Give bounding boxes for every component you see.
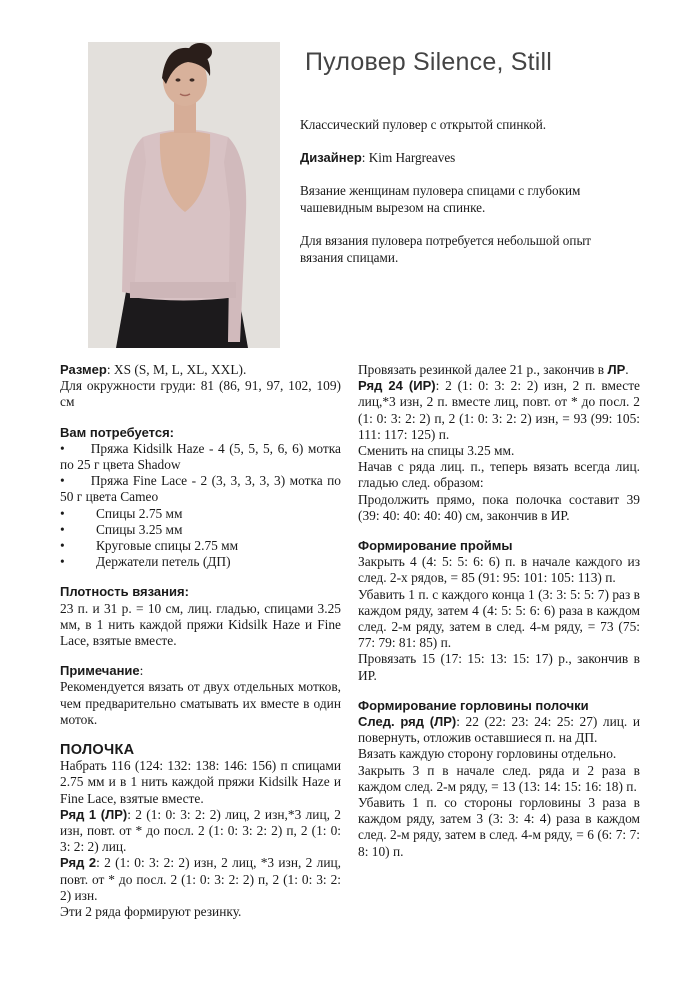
materials-item — [60, 506, 341, 522]
materials-item-text: Круговые спицы 2.75 мм — [96, 538, 239, 554]
materials-item — [60, 441, 341, 473]
neck-row-line — [358, 714, 640, 746]
stockinette-start: Начав с ряда лиц. п., теперь вязать всегда лиц. гладью след. образом: — [358, 459, 640, 491]
intro-technique: Вязание женщинам пуловера спицами с глубоким чашевидным вырезом на спинке. — [300, 183, 581, 215]
armhole-step-2: Убавить 1 п. с каждого конца 1 (3: 3: 5: 5: 7) раз в каждом ряду, затем 4 (4: 5: 5: 6: 6) раза в каждом след. 2-м ряду, затем в след. 4-м ряду, = 73 (75: 77: 79: 81: 85) п. — [358, 586, 640, 651]
intro-experience: Для вязания пуловера потребуется небольшой опыт вязания спицами. — [300, 233, 592, 265]
row1-text: : 2 (1: 0: 3: 2: 2) лиц, 2 изн,*3 лиц, 2 изн, повт. от * до посл. 2 (1: 0: 3: 2: 2) п, 2 (1: 0: 3: 2: 2) лиц. — [60, 806, 341, 855]
row2-label: Ряд 2 — [60, 855, 97, 871]
row2-line — [60, 855, 341, 904]
sweater-photo — [88, 42, 280, 348]
designer-line — [300, 149, 630, 166]
page-title: Пуловер Silence, Still — [305, 48, 553, 76]
rows-note: Эти 2 ряда формируют резинку. — [60, 904, 242, 920]
change-needles: Сменить на спицы 3.25 мм. — [358, 443, 515, 459]
bullet: • — [60, 505, 65, 521]
designer-value: : Kim Hargreaves — [361, 150, 456, 165]
materials-item — [60, 554, 341, 570]
note-heading-line — [60, 663, 341, 679]
armhole-step-3: Провязать 15 (17: 15: 13: 15: 17) р., закончив в ИР. — [358, 651, 640, 683]
intro-block — [300, 116, 630, 282]
materials-item-text: Спицы 3.25 мм — [96, 521, 183, 537]
size-label: Размер — [60, 362, 107, 377]
materials-item-text: Пряжа Kidsilk Haze - 4 (5, 5, 5, 6, 6) мотка по 25 г цвета Shadow — [60, 440, 341, 473]
rib-continue — [358, 362, 640, 378]
right-column — [358, 362, 640, 860]
row1-line — [60, 807, 341, 856]
materials-item — [60, 473, 341, 505]
note-heading: Примечание — [60, 663, 140, 679]
continue-straight: Продолжить прямо, пока полочка составит 39 (39: 40: 40: 40: 40) см, закончив в ИР. — [358, 491, 640, 523]
size-value: : XS (S, M, L, XL, XXL). — [106, 362, 247, 377]
front-heading: ПОЛОЧКА — [60, 742, 135, 759]
row24-line — [358, 378, 640, 443]
intro-description: Классический пуловер с открытой спинкой. — [300, 117, 547, 132]
gauge-heading: Плотность вязания: — [60, 584, 189, 600]
neck-row-label: След. ряд (ЛР) — [358, 714, 457, 730]
materials-heading: Вам потребуется: — [60, 424, 174, 440]
bullet: • — [60, 440, 65, 456]
materials-item-text: Держатели петель (ДП) — [96, 554, 231, 570]
bullet: • — [60, 538, 65, 554]
row24-label: Ряд 24 (ИР) — [358, 378, 436, 394]
rib-continue-text: Провязать резинкой далее 21 р., закончив в — [358, 362, 608, 377]
rib-continue-end: . — [625, 362, 629, 377]
materials-item — [60, 538, 341, 554]
neck-step-3: Закрыть 3 п в начале след. ряда и 2 раза в каждом след. 2-м ряду, = 13 (13: 14: 15: 16: 18) п. — [358, 762, 640, 794]
designer-label: Дизайнер — [300, 150, 362, 165]
bullet: • — [60, 554, 65, 570]
left-column — [60, 362, 341, 920]
neck-row-text: : 22 (22: 23: 24: 25: 27) лиц. и повернуть, отложив оставшиеся п. на ДП. — [358, 714, 640, 746]
neck-step-4: Убавить 1 п. со стороны горловины 3 раза в каждом ряду, затем 3 (3: 3: 4: 4) раза в каждом след. 2-м ряду, затем в след. 4-м ряду, = 6 (6: 7: 7: 8: 10) п. — [358, 795, 640, 859]
bullet: • — [60, 521, 65, 537]
model-illustration — [88, 42, 280, 348]
row2-text: : 2 (1: 0: 3: 2: 2) изн, 2 лиц, *3 изн, 2 лиц, повт. от * до посл. 2 (1: 0: 3: 2: 2) п, 2 (1: 0: 3: 2: 2) изн. — [60, 855, 341, 903]
gauge-text: 23 п. и 31 р. = 10 см, лиц. гладью, спицами 3.25 мм, в 1 нить каждой пряжи Kidsilk Haze и Fine Lace, взятые вместе. — [60, 600, 341, 649]
bullet: • — [60, 473, 65, 489]
materials-item-text: Спицы 2.75 мм — [96, 505, 183, 521]
note-colon: : — [139, 663, 144, 679]
row1-label: Ряд 1 (ЛР) — [60, 806, 128, 822]
note-text: Рекомендуется вязать от двух отдельных мотков, чем предварительно сматывать их вместе в один моток. — [60, 679, 341, 727]
size-line — [60, 362, 341, 378]
row24-text: : 2 (1: 0: 3: 2: 2) изн, 2 п. вместе лиц,*3 изн, 2 п. вместе лиц, повт. от * до посл. 2 (1: 0: 3: 2: 2) п, 2 (1: 0: 3: 2: 2) изн, = 93 (99: 105: 111: 117: 125) п. — [358, 378, 640, 442]
neck-step-2: Вязать каждую сторону горловины отдельно. — [358, 746, 617, 762]
materials-item-text: Пряжа Fine Lace - 2 (3, 3, 3, 3, 3) мотка по 50 г цвета Cameo — [60, 473, 341, 505]
front-text: Набрать 116 (124: 132: 138: 146: 156) п спицами 2.75 мм и в 1 нить каждой пряжи Kidsilk Haze и Fine Lace, взятые вместе. — [60, 758, 341, 806]
neck-heading: Формирование горловины полочки — [358, 697, 589, 713]
armhole-step-1: Закрыть 4 (4: 5: 5: 6: 6) п. в начале каждого из след. 2-х рядов, = 85 (91: 95: 101: 105: 113) п. — [358, 554, 640, 586]
materials-item — [60, 522, 341, 538]
rib-continue-side: ЛР — [607, 362, 626, 377]
chest-line: Для окружности груди: 81 (86, 91, 97, 102, 109) см — [60, 378, 341, 410]
armhole-heading: Формирование проймы — [358, 538, 513, 554]
